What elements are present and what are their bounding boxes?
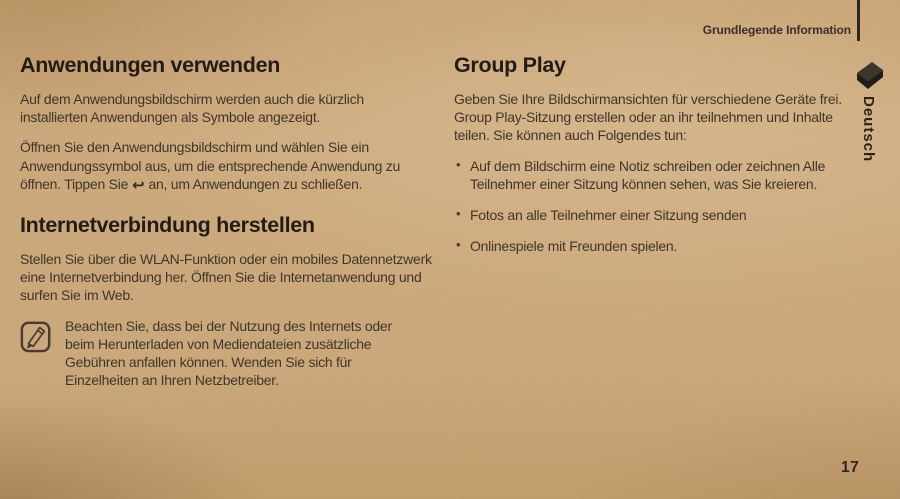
bullet-icon: • bbox=[456, 237, 461, 253]
note-box bbox=[20, 317, 432, 390]
list-item-text: Onlinespiele mit Freunden spielen. bbox=[470, 238, 678, 255]
list-item bbox=[454, 206, 854, 224]
list-item-text: Auf dem Bildschirm eine Notiz schreiben oder zeichnen Alle Teilnehmer einer Sitzung können sehen, was Sie kreieren. bbox=[470, 157, 826, 192]
list-item bbox=[454, 157, 854, 193]
section-heading-internet: Internetverbindung herstellen bbox=[20, 213, 315, 238]
language-tab-marker-icon bbox=[852, 58, 888, 94]
list-item-text: Fotos an alle Teilnehmer einer Sitzung senden bbox=[470, 207, 747, 224]
bullet-icon: • bbox=[456, 206, 461, 222]
note-pencil-icon bbox=[20, 319, 52, 353]
list-item bbox=[454, 237, 854, 255]
applications-paragraph-2 bbox=[20, 138, 432, 194]
applications-paragraph-2-text: Öffnen Sie den Anwendungsbildschirm und wählen Sie ein Anwendungssymbol aus, um die entsprechende Anwendung zu öffnen. Tippen Sie bbox=[20, 139, 401, 192]
header-rule bbox=[857, 0, 860, 41]
applications-paragraph-2-text-after: an, um Anwendungen zu schließen. bbox=[148, 175, 363, 192]
right-column bbox=[454, 52, 854, 268]
applications-paragraph-1: Auf dem Anwendungsbildschirm werden auch die kürzlich installierten Anwendungen als Symbole angezeigt. bbox=[20, 91, 364, 126]
group-play-bullet-list bbox=[454, 157, 854, 256]
note-text: Beachten Sie, dass bei der Nutzung des Internets oder beim Herunterladen von Mediendateien zusätzliche Gebühren anfallen können. Wenden Sie sich für Einzelheiten an Ihren Netzbetreiber. bbox=[65, 317, 392, 389]
section-heading-group-play: Group Play bbox=[454, 53, 566, 77]
group-play-paragraph-1: Geben Sie Ihre Bildschirmansichten für verschiedene Geräte frei. Group Play-Sitzung erstellen oder an ihr teilnehmen und Inhalte teilen. Sie können auch Folgendes tun: bbox=[454, 91, 842, 144]
back-icon: ↩ bbox=[132, 176, 145, 194]
internet-paragraph-1: Stellen Sie über die WLAN-Funktion oder ein mobiles Datennetzwerk eine Internetverbindung her. Öffnen Sie die Internetanwendung und surfen Sie im Web. bbox=[20, 251, 432, 304]
bullet-icon: • bbox=[456, 156, 461, 172]
running-header-label: Grundlegende Information bbox=[702, 23, 851, 37]
language-label: Deutsch bbox=[860, 96, 877, 163]
section-heading-applications: Anwendungen verwenden bbox=[20, 53, 281, 77]
page-number: 17 bbox=[841, 459, 860, 476]
left-column bbox=[20, 52, 432, 389]
